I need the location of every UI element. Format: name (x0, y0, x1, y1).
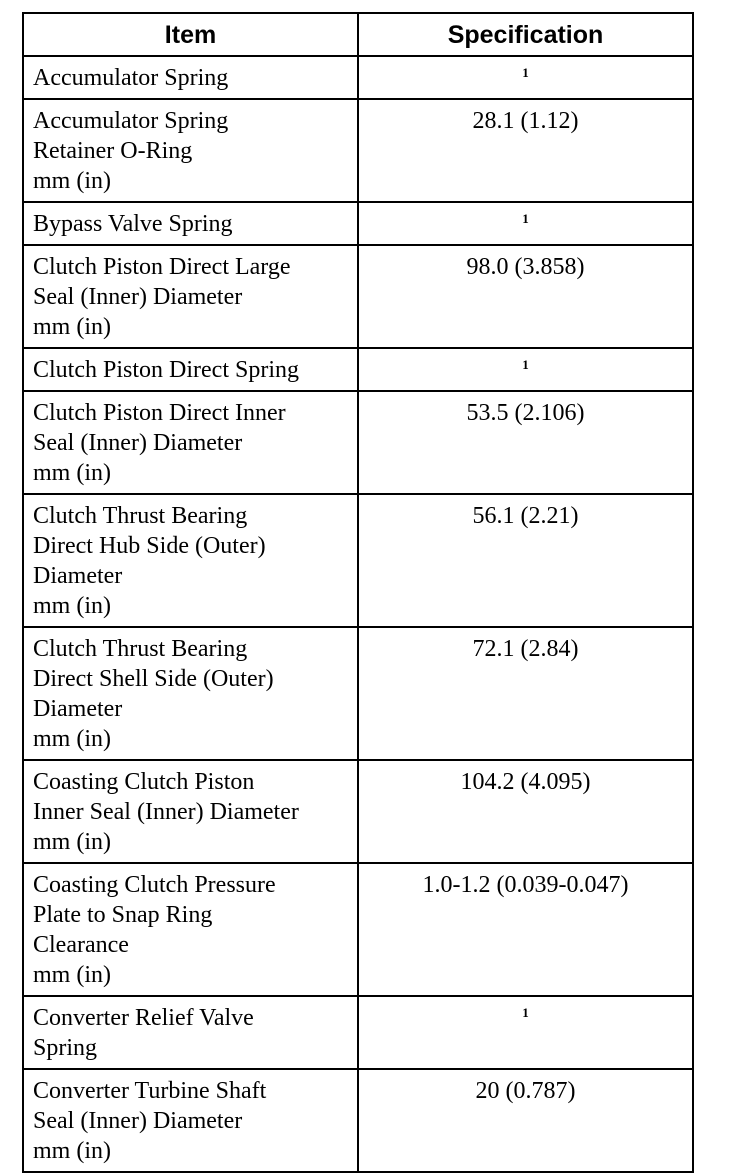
item-cell: Clutch Thrust Bearing Direct Shell Side (Outer) Diameter mm (in) (23, 627, 358, 760)
item-cell: Converter Turbine Shaft Seal (Inner) Diameter mm (in) (23, 1069, 358, 1172)
specification-column-header: Specification (358, 13, 693, 56)
specification-cell: 28.1 (1.12) (358, 99, 693, 202)
item-cell: Accumulator Spring (23, 56, 358, 99)
footnote-reference: 1 (358, 202, 693, 245)
footnote-reference: 1 (358, 56, 693, 99)
table-row (23, 1069, 693, 1172)
specification-cell: 1.0-1.2 (0.039-0.047) (358, 863, 693, 996)
table-row (23, 348, 693, 391)
specification-cell: 56.1 (2.21) (358, 494, 693, 627)
item-cell: Clutch Piston Direct Large Seal (Inner) Diameter mm (in) (23, 245, 358, 348)
item-cell: Converter Relief Valve Spring (23, 996, 358, 1069)
table-row (23, 760, 693, 863)
table-body (23, 56, 693, 1172)
specification-cell: 72.1 (2.84) (358, 627, 693, 760)
item-cell: Coasting Clutch Pressure Plate to Snap Ring Clearance mm (in) (23, 863, 358, 996)
table-row (23, 391, 693, 494)
table-row (23, 245, 693, 348)
footnote-reference: 1 (358, 348, 693, 391)
item-cell: Clutch Piston Direct Inner Seal (Inner) Diameter mm (in) (23, 391, 358, 494)
specification-cell: 98.0 (3.858) (358, 245, 693, 348)
specification-cell: 104.2 (4.095) (358, 760, 693, 863)
item-cell: Accumulator Spring Retainer O-Ring mm (in) (23, 99, 358, 202)
table-row (23, 863, 693, 996)
table-row (23, 494, 693, 627)
table-row (23, 996, 693, 1069)
specification-cell: 53.5 (2.106) (358, 391, 693, 494)
item-column-header: Item (23, 13, 358, 56)
table-row (23, 627, 693, 760)
table-row (23, 202, 693, 245)
specification-cell: 20 (0.787) (358, 1069, 693, 1172)
item-cell: Clutch Piston Direct Spring (23, 348, 358, 391)
specifications-table (22, 12, 694, 1173)
header-row (23, 13, 693, 56)
item-cell: Clutch Thrust Bearing Direct Hub Side (Outer) Diameter mm (in) (23, 494, 358, 627)
item-cell: Bypass Valve Spring (23, 202, 358, 245)
item-cell: Coasting Clutch Piston Inner Seal (Inner) Diameter mm (in) (23, 760, 358, 863)
table-row (23, 99, 693, 202)
table-row (23, 56, 693, 99)
footnote-reference: 1 (358, 996, 693, 1069)
